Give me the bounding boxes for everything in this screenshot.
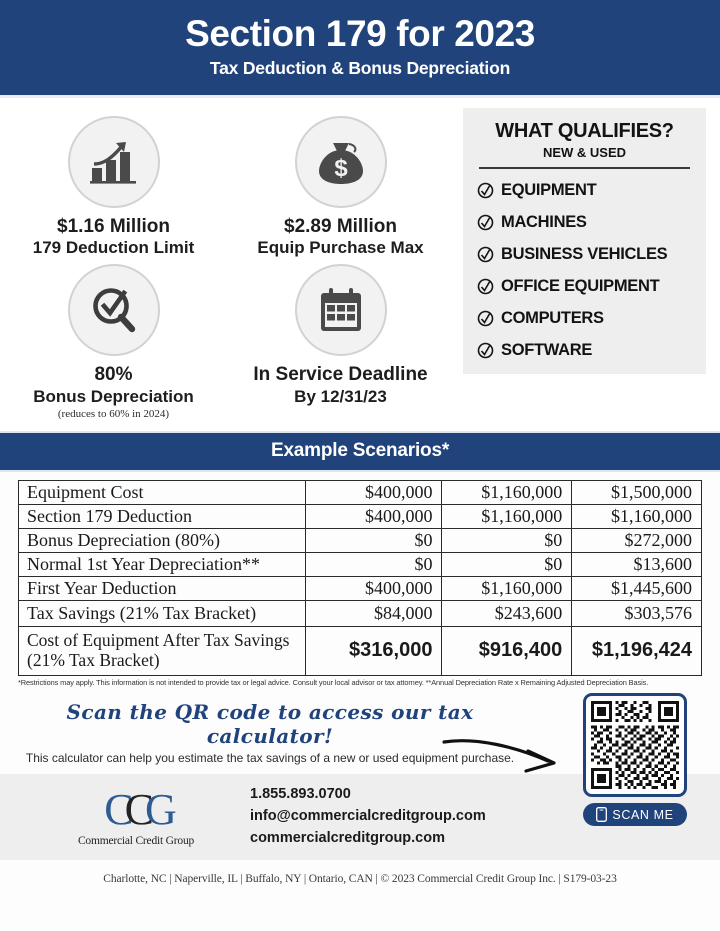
qualifies-item-equipment	[477, 181, 696, 200]
top-section	[0, 98, 720, 431]
qualifies-item-label: BUSINESS VEHICLES	[501, 244, 668, 263]
row-value: $0	[442, 528, 572, 552]
logo-letter-3: G	[144, 784, 168, 834]
contact-phone[interactable]: 1.855.893.0700	[250, 786, 351, 803]
stat-label: 179 Deduction Limit	[32, 238, 195, 258]
qualifies-item-machines	[477, 213, 696, 232]
svg-text:$: $	[333, 154, 348, 182]
logo-letters	[46, 784, 226, 834]
table-row	[19, 504, 702, 528]
row-label: Tax Savings (21% Tax Bracket)	[19, 600, 306, 626]
row-value: $272,000	[572, 528, 702, 552]
table-row	[19, 480, 702, 504]
phone-icon	[596, 807, 607, 822]
row-value: $84,000	[305, 600, 442, 626]
logo-letter-1: C	[104, 784, 125, 834]
scenarios-table-wrap	[0, 472, 720, 676]
scan-me-badge[interactable]	[583, 803, 687, 826]
calendar-icon	[295, 264, 387, 356]
curved-arrow-icon	[440, 735, 566, 780]
qr-cta-headline: Scan the QR code to access our tax calculator!	[66, 700, 474, 749]
qualifies-item-label: EQUIPMENT	[501, 180, 597, 199]
stat-card-deduction-limit	[0, 116, 227, 258]
qualifies-title: WHAT QUALIFIES?	[495, 119, 674, 142]
qualifies-item-business-vehicles	[477, 245, 696, 264]
circled-check-icon	[477, 278, 494, 295]
row-label: Normal 1st Year Depreciation**	[19, 552, 306, 576]
circled-check-icon	[477, 342, 494, 359]
qr-code[interactable]	[583, 693, 687, 797]
logo-company-name: Commercial Credit Group	[77, 834, 195, 847]
table-row-cost-after-tax	[19, 626, 702, 675]
row-value: $400,000	[305, 480, 442, 504]
row-label: Equipment Cost	[19, 480, 306, 504]
qr-block[interactable]	[571, 693, 699, 826]
circled-check-icon	[477, 214, 494, 231]
row-value: $1,196,424	[572, 626, 702, 675]
money-bag-icon	[295, 116, 387, 208]
row-value: $1,160,000	[442, 576, 572, 600]
qualifies-item-software	[477, 341, 696, 360]
row-value: $1,160,000	[442, 480, 572, 504]
row-value: $1,160,000	[572, 504, 702, 528]
qualifies-subtitle: NEW & USED	[542, 144, 627, 160]
qualifies-item-label: SOFTWARE	[501, 340, 593, 359]
divider	[479, 167, 690, 169]
circled-check-icon	[477, 246, 494, 263]
row-value: $1,500,000	[572, 480, 702, 504]
row-value: $13,600	[572, 552, 702, 576]
what-qualifies-panel	[463, 108, 706, 374]
footer-legal-line: Charlotte, NC | Naperville, IL | Buffalo, NY | Ontario, CAN | © 2023 Commercial Credit Group Inc. | S179-03-23	[103, 873, 617, 886]
row-value: $400,000	[305, 504, 442, 528]
qualifies-item-label: OFFICE EQUIPMENT	[501, 276, 660, 295]
logo-letter-2: C	[124, 784, 145, 834]
stat-label: By 12/31/23	[294, 386, 387, 406]
row-label: Cost of Equipment After Tax Savings (21% Tax Bracket)	[19, 626, 306, 675]
stat-note: (reduces to 60% in 2024)	[57, 407, 170, 420]
qualifies-item-label: MACHINES	[501, 212, 587, 231]
ccg-logo	[46, 784, 226, 847]
table-row	[19, 552, 702, 576]
stat-card-in-service-deadline	[227, 264, 454, 419]
table-row-tax-savings	[19, 600, 702, 626]
row-value: $243,600	[442, 600, 572, 626]
row-value: $0	[442, 552, 572, 576]
row-value: $1,160,000	[442, 504, 572, 528]
row-value: $316,000	[305, 626, 442, 675]
stat-label: Equip Purchase Max	[257, 238, 424, 258]
page-subtitle: Tax Deduction & Bonus Depreciation	[209, 57, 511, 78]
qr-cta-subline: This calculator can help you estimate the tax savings of a new or used equipment purchase.	[25, 751, 515, 766]
example-scenarios-title: Example Scenarios*	[270, 439, 450, 461]
qualifies-item-label: COMPUTERS	[501, 308, 604, 327]
row-value: $303,576	[572, 600, 702, 626]
stat-value: In Service Deadline	[253, 364, 428, 386]
example-scenarios-band	[0, 431, 720, 472]
page-title: Section 179 for 2023	[185, 13, 535, 54]
scan-me-label: SCAN ME	[612, 807, 674, 822]
contact-details	[250, 784, 486, 849]
table-row	[19, 576, 702, 600]
row-value: $916,400	[442, 626, 572, 675]
row-value: $0	[305, 552, 442, 576]
row-value: $400,000	[305, 576, 442, 600]
bar-chart-growth-icon	[68, 116, 160, 208]
stat-value: $1.16 Million	[57, 215, 170, 237]
stat-value: $2.89 Million	[284, 215, 397, 237]
circled-check-icon	[477, 182, 494, 199]
scenarios-table	[18, 480, 702, 676]
table-row	[19, 528, 702, 552]
row-label: Section 179 Deduction	[19, 504, 306, 528]
disclaimer-text: *Restrictions may apply. This information is not intended to provide tax or legal advice. Consult your local advisor or tax attorney. **Annual Depreciation Rate x Remaining Adjusted Depreciation Basis.	[18, 678, 649, 688]
stat-card-purchase-max	[227, 116, 454, 258]
circled-check-icon	[477, 310, 494, 327]
row-label: Bonus Depreciation (80%)	[19, 528, 306, 552]
stat-value: 80%	[94, 364, 133, 386]
row-value: $1,445,600	[572, 576, 702, 600]
contact-email[interactable]: info@commercialcreditgroup.com	[250, 808, 486, 825]
stats-grid	[0, 108, 455, 426]
row-value: $0	[305, 528, 442, 552]
contact-website[interactable]: commercialcreditgroup.com	[250, 829, 445, 846]
magnifier-check-icon	[68, 264, 160, 356]
row-label: First Year Deduction	[19, 576, 306, 600]
stat-label: Bonus Depreciation	[33, 386, 194, 406]
qualifies-item-office-equipment	[477, 277, 696, 296]
stat-card-bonus-depreciation	[0, 264, 227, 419]
page-header	[0, 0, 720, 98]
qualifies-item-computers	[477, 309, 696, 328]
